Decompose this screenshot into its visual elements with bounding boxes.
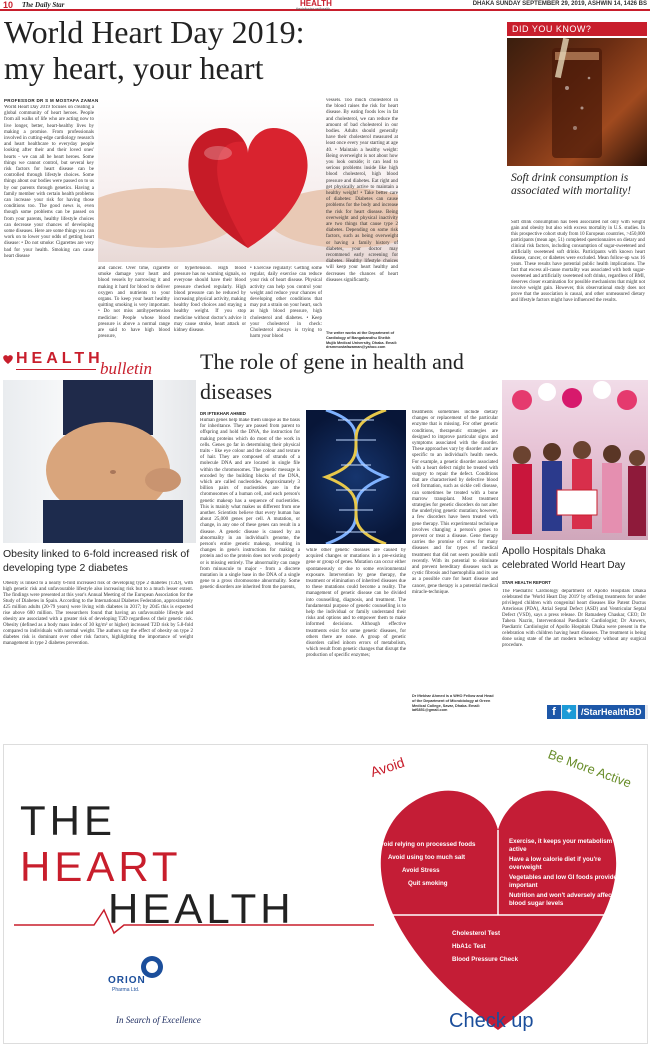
belly-photo <box>3 380 196 543</box>
avoid-item: Avoid Stress <box>402 867 440 874</box>
ad-word-the: THE <box>20 797 116 844</box>
dna-helix-illustration <box>306 410 406 544</box>
apollo-celebration-illustration <box>502 380 648 540</box>
bulletin-word-bulletin: bulletin <box>100 359 152 378</box>
more-item: Have a low calorie diet if you're overweight <box>509 856 601 871</box>
more-item: Vegetables and low GI foods provide important <box>509 874 617 889</box>
avoid-list <box>376 838 496 890</box>
avoid-item: Avoid using too much salt <box>388 854 466 861</box>
more-active-list <box>509 838 627 907</box>
lead-title-line2: my heart, your heart <box>4 50 264 86</box>
obesity-body: Obesity is linked to a nearly 6-fold increased risk of developing type 2 diabetes (T2D), with high genetic risk and unfavourable lifestyle also increasing risk but to a much lesser extent. The findings were presented at this year's Annual Meeting of the European Association for the Study of Diabetes in Spain. According to the International Diabetes Federation, approximately 425 million adults (20-79 years) were living with diabetes in 2017; by 2045 this is expected rise above 600 million. The researchers found that having an unfavourable lifestyle and obesity are associated with a greater risk of developing T2D regardless of their genetic risk. Obesity (defined as a body mass index of 30 kg/m² or higher) increased T2D risk by 5.8-fold compared to individuals with normal weight. The authors say the effect of obesity on type 2 diabetes risk is dominant over other risk factors, highlighting the importance of weight management in type 2 diabetes prevention. <box>3 581 193 646</box>
twitter-icon[interactable]: ✦ <box>562 705 576 719</box>
obesity-title: Obesity linked to 6-fold increased risk of developing type 2 diabetes <box>3 548 190 574</box>
bulletin-rule <box>16 369 96 370</box>
orion-brand: ORION <box>108 975 146 986</box>
section-url[interactable]: thedailystar.net/health <box>296 7 331 11</box>
section-title: HEALTH <box>300 0 332 8</box>
avoid-item: Avoid relying on processed foods <box>376 841 476 848</box>
masthead: The Daily Star <box>22 1 65 9</box>
more-item: Nutrition and won't adversely affect blood sugar levels <box>509 892 614 907</box>
be-more-active-title: Be More Active <box>546 746 634 791</box>
checkup-title: Check up <box>449 1010 534 1032</box>
page-number: 10 <box>3 0 14 10</box>
belly-illustration <box>3 380 196 543</box>
apollo-body: The Paediatric Cardiology department of Apollo Hospitals Dhaka celebrated the 'World Heart Day 2019' by offering treatments for under privileged children with congenital heart diseases like Patent Ductus Arteriosus (PDA), Atrial Septal Defect (ASD) and Ventricular Septal Defect (VSD), says a press release. Dr Ratnadeep Chaskar, CEO; Dr Tahera Nazrin, Interventional Paediatric Cardiologist; Dr Anwers, Paediatric Cardiologist of Apollo Hospitals Dhaka were present in the celebration with children having heart diseases. The treatment is being done using state of the art modern technology without any surgical procedure. <box>502 589 646 648</box>
gene-byline: DR IFTEKHAR AHMED <box>200 411 246 416</box>
dna-photo <box>306 410 406 544</box>
gene-column-1: Human genes help make them unique as the basis for inheritance. They are passed from parent to offspring and hold the DNA, the instruction for making proteins which do most of the work in cells. Genes go far in determining their physical traits - like eye colour and the colour and texture of hair. They are composed of strands of a molecule DNA and are located in single file within the chromosomes. The genetic message is encoded by the building blocks of the DNA, which are called nucleotides. Approximately 3 billion pairs of nucleotides are in the chromosomes of a human cell, and each person's genetic makeup has a sequence of nucleotides. This is mainly what makes us different from one another. Scientists believe that every human has about 25,000 genes per cell. A mutation, or change, in any one of these genes can result in a disease. A genetic disease is caused by an abnormality in an individual's genome, the person's entire genetic makeup, resulting in changes in gene's instructions for making a protein and so the protein does not work properly or is missing entirely. The abnormality can range from minuscule to major - from a discrete mutation in a single base in the DNA of a single gene to a gross chromosome abnormality. Some genetic disorders are inherited from the parents, <box>200 418 300 591</box>
checkup-item: Blood Pressure Check <box>452 956 519 963</box>
lead-title <box>4 14 504 86</box>
lead-column-4: • Exercise regularly: Getting some regular, daily exercise can reduce your risk of heart disease. Physical activity can help you control your weight and reduce your chances of developing other conditions that may put a strain on your heart, such as high blood pressure, high cholesterol and diabetes. • Keep your cholesterol in check: Cholesterol always is trying to harm your blood <box>250 266 322 340</box>
ad-word-health: HEALTH <box>108 885 295 932</box>
ad-ecg-line <box>14 905 374 935</box>
did-you-know-box <box>507 22 647 345</box>
bulletin-word-health: HEALTH <box>16 350 104 367</box>
avoid-item: Quit smoking <box>408 880 448 887</box>
checkup-item: Cholesterol Test <box>452 930 501 937</box>
gene-column-2: while other genetic diseases are caused by acquired changes or mutations in a pre-existing gene or group of genes. Mutation can occur either spontaneously or due to some environmental exposure. Intervention by gene therapy, the treatment or elimination of inherited diseases due to these mutations could become a reality. The management of genetic disease can be divided into counselling, diagnosis, and treatment. The fundamental purpose of genetic counselling is to help the individual or family understand their risks and options and to empower them to make informed decisions. Although effective treatments exist for some genetic diseases, for others there are none. A group of genetic disorders called inborn errors of metabolism, which result from genetic changes that disrupt the production of specific enzymes; <box>306 548 406 659</box>
social-bar <box>547 705 648 719</box>
lead-byline: PROFESSOR DR S M MOSTAFA ZAMAN <box>4 98 99 103</box>
apollo-title: Apollo Hospitals Dhaka celebrated World Heart Day <box>502 546 626 571</box>
orion-advertisement <box>3 744 648 1044</box>
orion-tagline: In Search of Excellence <box>116 1015 201 1025</box>
did-you-know-banner: DID YOU KNOW? <box>507 22 647 36</box>
checkup-item: HbA1c Test <box>452 943 486 950</box>
apollo-byline: STAR HEALTH REPORT <box>502 580 551 585</box>
lead-column-2: and cancer. Over time, cigarette smoke damage your heart and blood vessels by narrowing it and making it hard for blood to deliver oxygen and nutrients to your organs. To keep your heart healthy quitting smoking is very important. • Do not miss antihypertension medicine: People whose blood pressure is above a normal range are said to have high blood pressure, <box>98 266 170 340</box>
more-item: Exercise, it keeps your metabolism active <box>509 838 613 853</box>
lead-author-note: The writer works at the Department of Cardiology of Bangabandhu Sheikh Mujib Medical University, Dhaka. Email: drsmmostafazaman@yahoo.com <box>326 331 398 350</box>
lead-column-1: World Heart Day 2019 focuses on creating a global community of heart heroes. People from all walks of life who are acting now to live longer, better, heart-healthy lives by making a promise. From professionals involved in cutting-edge cardiology research and heart healthcare to everyday people looking after their and their loved ones' hearts - we can all be heart heroes. Some things we cannot control, but several key risk factors for heart disease can be controlled through lifestyle choices. Some things about our bodies were passed on to us by our parents through genetics. Having a family member with certain health problems can increase your risk for having those conditions too. The good news is, even though some problems can be passed on from your parents, healthy lifestyle choices can decrease your chances of developing some diseases. Here are some things you can work on to lower your odds of getting heart disease: • Do not smoke: Cigarettes are very bad for your health. Smoking can cause heart disease <box>4 105 94 259</box>
checkup-list <box>452 927 592 966</box>
ad-word-heart: HEART <box>20 843 182 890</box>
gene-author-note: Dr Iftekhar Ahmed is a WHO Fellow and Head of the Department of Microbiology at Green Medical College, Savar, Dhaka. Email: iaf6851@gmail.com <box>412 694 494 713</box>
gene-column-3: treatments sometimes include dietary changes or replacement of the particular enzyme that is missing. For other genetic conditions, therapeutic strategies are designed to improve particular signs and symptoms associated with the disorder. These approaches vary by disorder and are specific to an individual's health needs. For example, a genetic disorder associated with a heart defect might be treated with surgery to repair the defect. Conditions that are characterised by defective blood cell formation, such as sickle cell disease, can sometimes be treated with a bone marrow transplant. Most treatment strategies for genetic disorders do not alter the underlying genetic mutation; however, a few disorders have been treated with gene therapy. This experimental technique involves changing a person's genes to prevent or treat a disease. Gene therapy carries the promise of cures for many diseases and for types of medical treatment that did not seem possible until recently. With its potential to eliminate and prevent hereditary diseases such as cystic fibrosis and haemophilia and its use as a possible cure for heart disease and cancer, gene therapy is a potential medical miracle-technique. <box>412 410 498 595</box>
sidebar-body: Soft drink consumption has been associated not only with weight gain and obesity but also with excess mortality in U.S. studies. In this prospective cohort study from 10 European countries, >450,000 participants (mean age, 51) completed questionnaires on dietary and clinical risk factors, including consumption of sugar-sweetened and artificially sweetened soft drinks. Participants with known heart disease, cancer, or diabetes were excluded. Mean follow-up was 16 years. These results have potential public health implications. The fact that excess all-cause mortality was associated with both sugar-sweetened and artificially sweetened soft drinks, regardless of BMI, deserves closer examination for possible mechanisms that might not involve weight gain. However, this observational study does not prove that the association is causal, and other unmeasured dietary and lifestyle factors might have influenced the results. <box>511 220 645 303</box>
health-bulletin-logo <box>0 348 196 382</box>
facebook-icon[interactable]: f <box>547 705 561 719</box>
lead-column-5: vessels. Too much cholesterol in the blood raises the risk for heart disease. By eating foods low in fat and cholesterol, we can reduce the amount of bad cholesterol in our bodies. Adults should generally have their cholesterol measured at least once every year starting at age 40. • Maintain a healthy weight: Being overweight is not about how you look outside; it can lead to serious problems inside like high blood cholesterol, high blood pressure and diabetes. Eat right and get physically active to maintain a healthy weight! • Take better care of diabetes: Diabetes can cause problems for the body and increase the risk for heart disease. Being overweight and physical inactivity are two things that cause type 2 diabetes. Depending on some risk factors, such as being overweight or having a family history of diabetes, your doctor may recommend early screening for diabetes. Healthy lifestyle choices will keep your heart healthy and decreases the chances of heart diseases significantly. <box>326 98 398 283</box>
bulletin-heart-icon <box>2 352 14 364</box>
apollo-photo <box>502 380 648 540</box>
page-header <box>0 0 650 11</box>
sidebar-title: Soft drink consumption is associated with mortality! <box>511 172 632 197</box>
gene-title: The role of gene in health and diseases <box>200 349 464 404</box>
lead-column-3: or hypertension. High blood pressure has no warning signals, so everyone should have their blood pressure checked regularly. High blood pressure can be reduced by increasing physical activity, making healthy food choices and staying a healthy weight. If you stop medicine without doctor's advice it may cause stroke, heart attack or kidney disease. <box>174 266 246 334</box>
orion-brand-sub: Pharma Ltd. <box>112 987 140 993</box>
social-handle[interactable]: /StarHealthBD <box>578 705 645 719</box>
soda-photo <box>507 38 647 166</box>
avoid-title: Avoid <box>368 754 407 780</box>
lead-title-line1: World Heart Day 2019: <box>4 14 305 50</box>
dateline: DHAKA SUNDAY SEPTEMBER 29, 2019, ASHWIN 14, 1426 BS <box>472 1 647 7</box>
soda-glass-illustration <box>507 38 647 166</box>
